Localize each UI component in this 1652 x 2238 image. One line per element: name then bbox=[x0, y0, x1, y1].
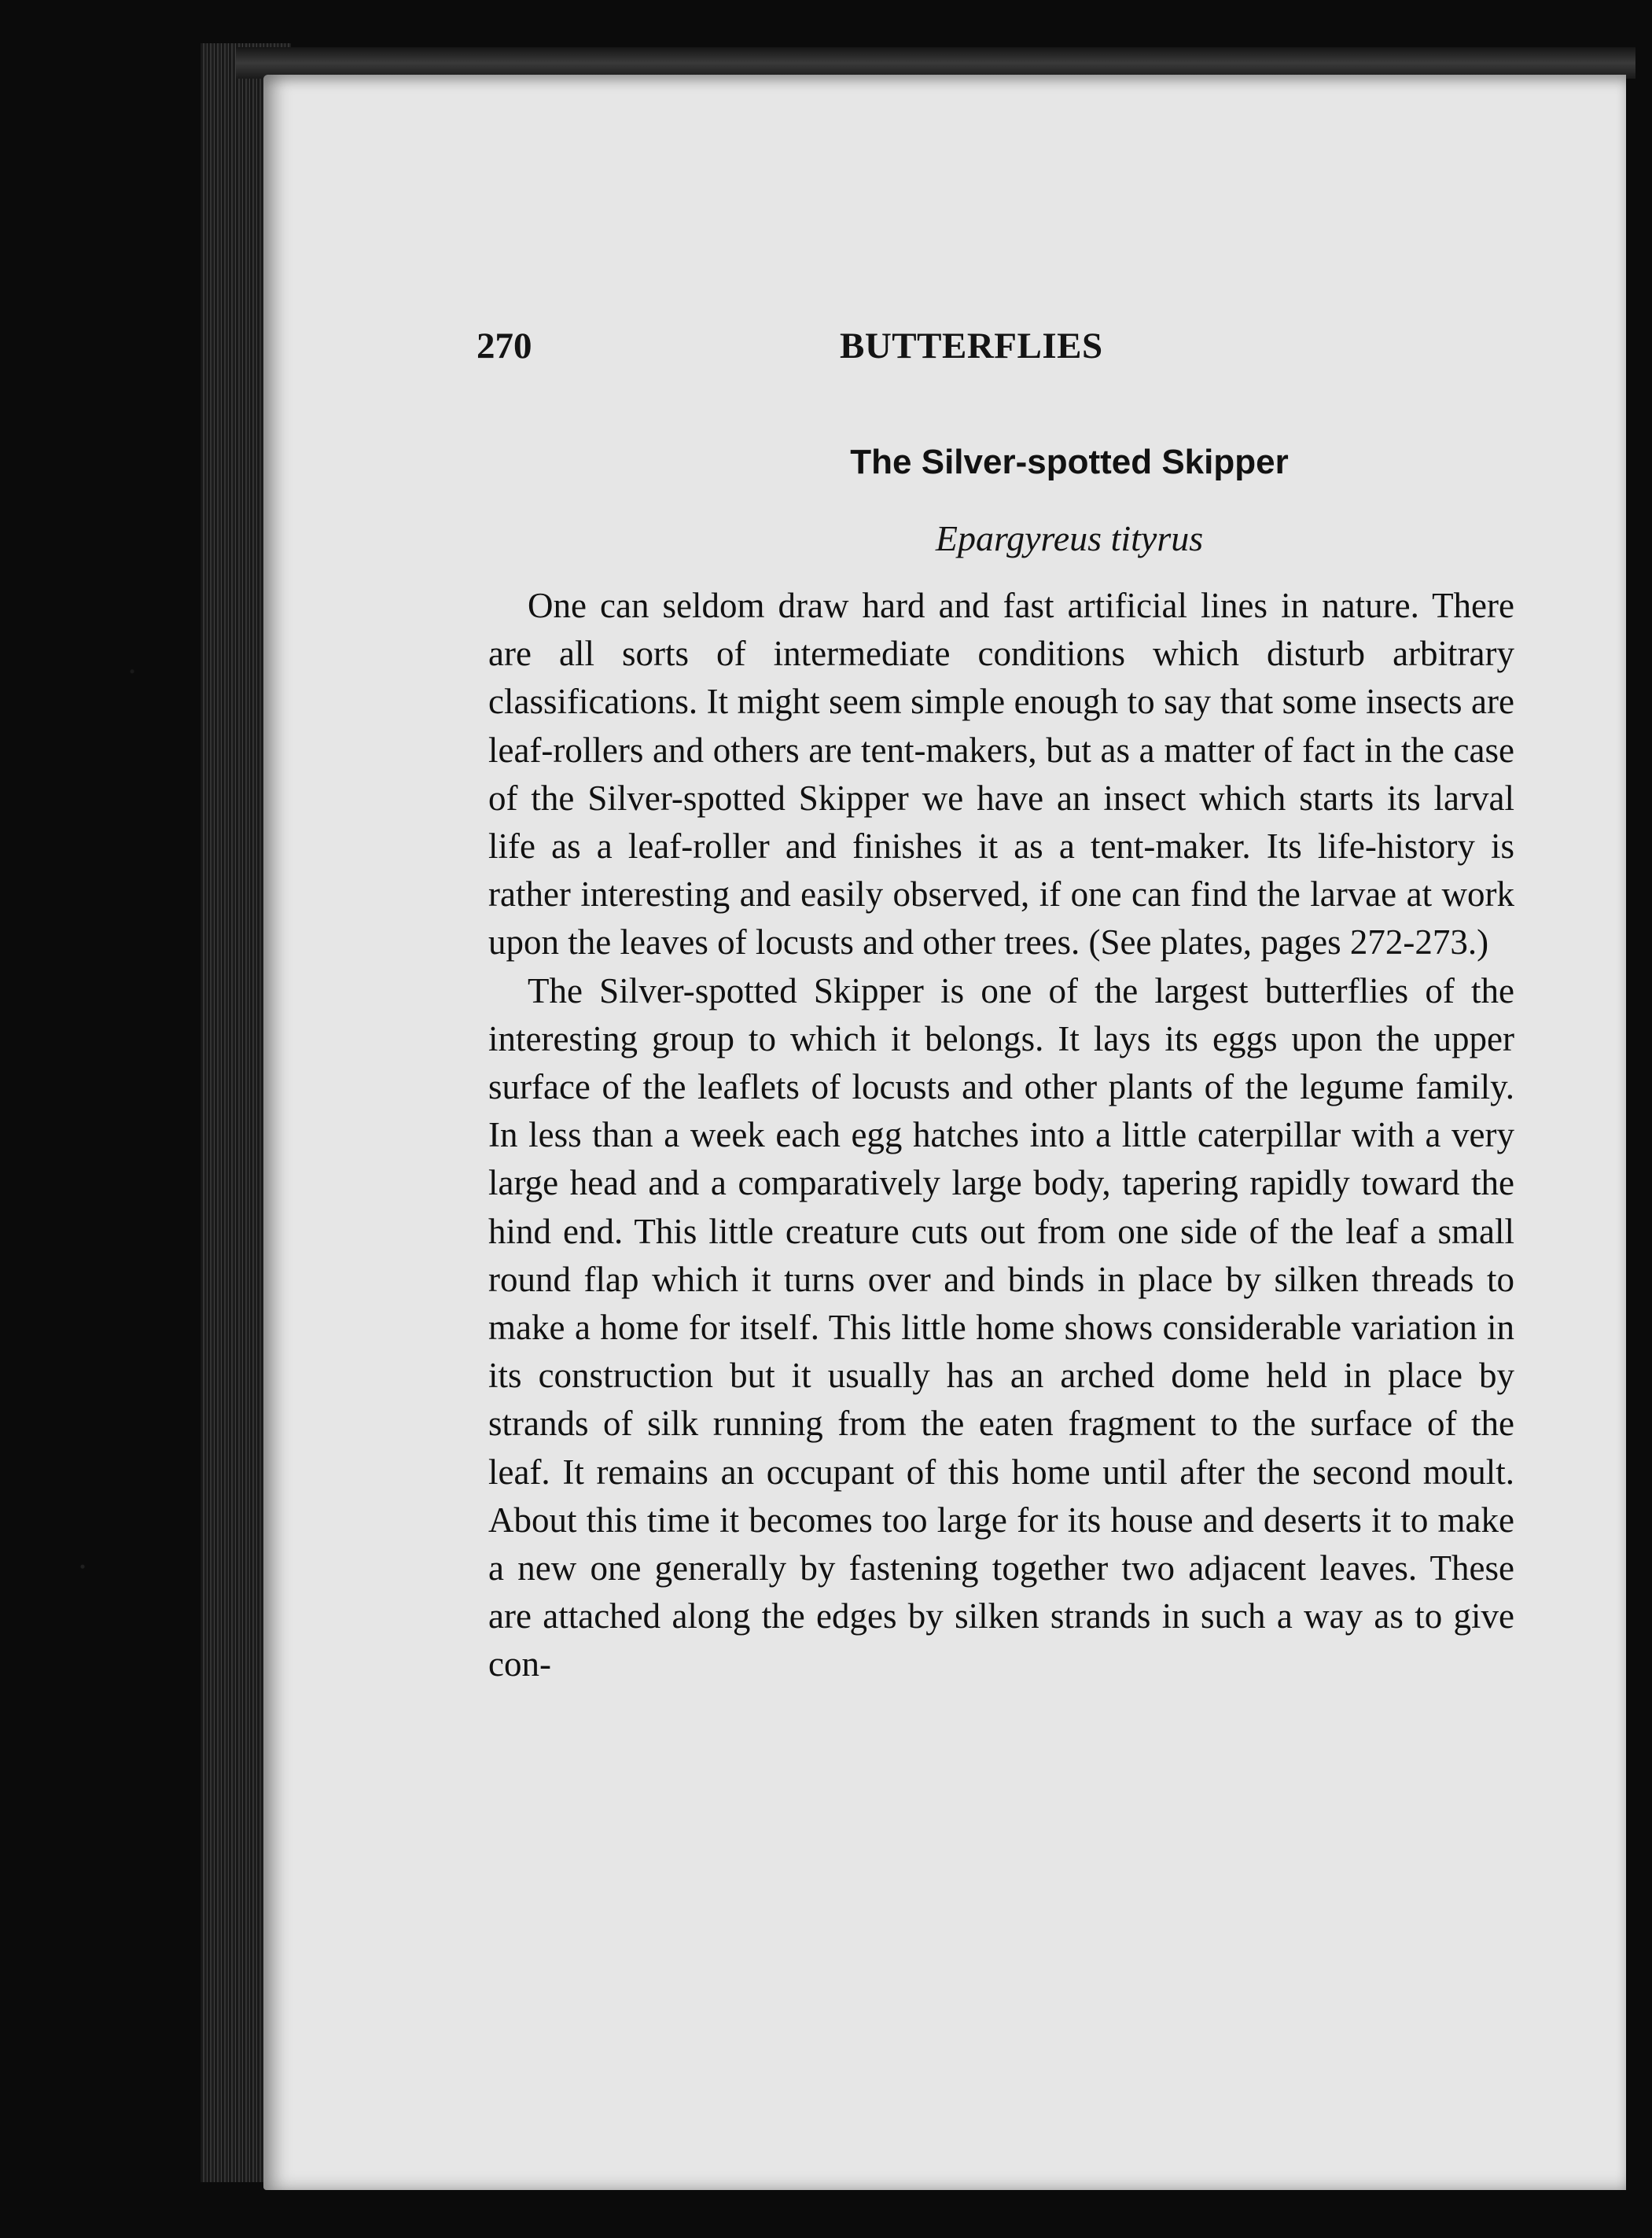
paragraph-2: The Silver-spotted Skipper is one of the largest butterflies of the interesting group to which it belongs. It lays its eggs upon the upper surface of the leaflets of locusts and other plants of the legume family. In less than a week each egg hatches into a little caterpillar with a very large head and a comparatively large body, tapering rapidly toward the hind end. This little creature cuts out from one side of the leaf a small round flap which it turns over and binds in place by silken threads to make a home for itself. This little home shows considerable variation in its construction but it usually has an arched dome held in place by strands of silk running from the eaten fragment to the surface of the leaf. It remains an occupant of this home until after the second moult. About this time it becomes too large for its house and deserts it to make a new one generally by fastening together two adjacent leaves. These are attached along the edges by silken strands in such a way as to give con- bbox=[488, 970, 1514, 1684]
book-page bbox=[263, 75, 1626, 2190]
page-number: 270 bbox=[476, 326, 532, 366]
section-heading: The Silver-spotted Skipper bbox=[850, 443, 1289, 481]
running-head bbox=[263, 325, 1626, 372]
paragraph-1: One can seldom draw hard and fast artificial lines in nature. There are all sorts of intermediate conditions which disturb arbitrary classifications. It might seem simple enough to say that some insects are leaf-rollers and others are tent-makers, but as a matter of fact in the case of the Silver-spotted Skipper we have an insect which starts its larval life as a leaf-roller and finishes it as a tent-maker. Its life-history is rather interesting and easily observed, if one can find the larvae at work upon the leaves of locusts and other trees. (See plates, pages 272-273.) bbox=[488, 586, 1514, 963]
running-title: BUTTERFLIES bbox=[840, 326, 1103, 366]
book-top-edge bbox=[236, 47, 1635, 79]
scientific-name: Epargyreus tityrus bbox=[935, 518, 1204, 558]
body-text bbox=[488, 582, 1514, 1689]
